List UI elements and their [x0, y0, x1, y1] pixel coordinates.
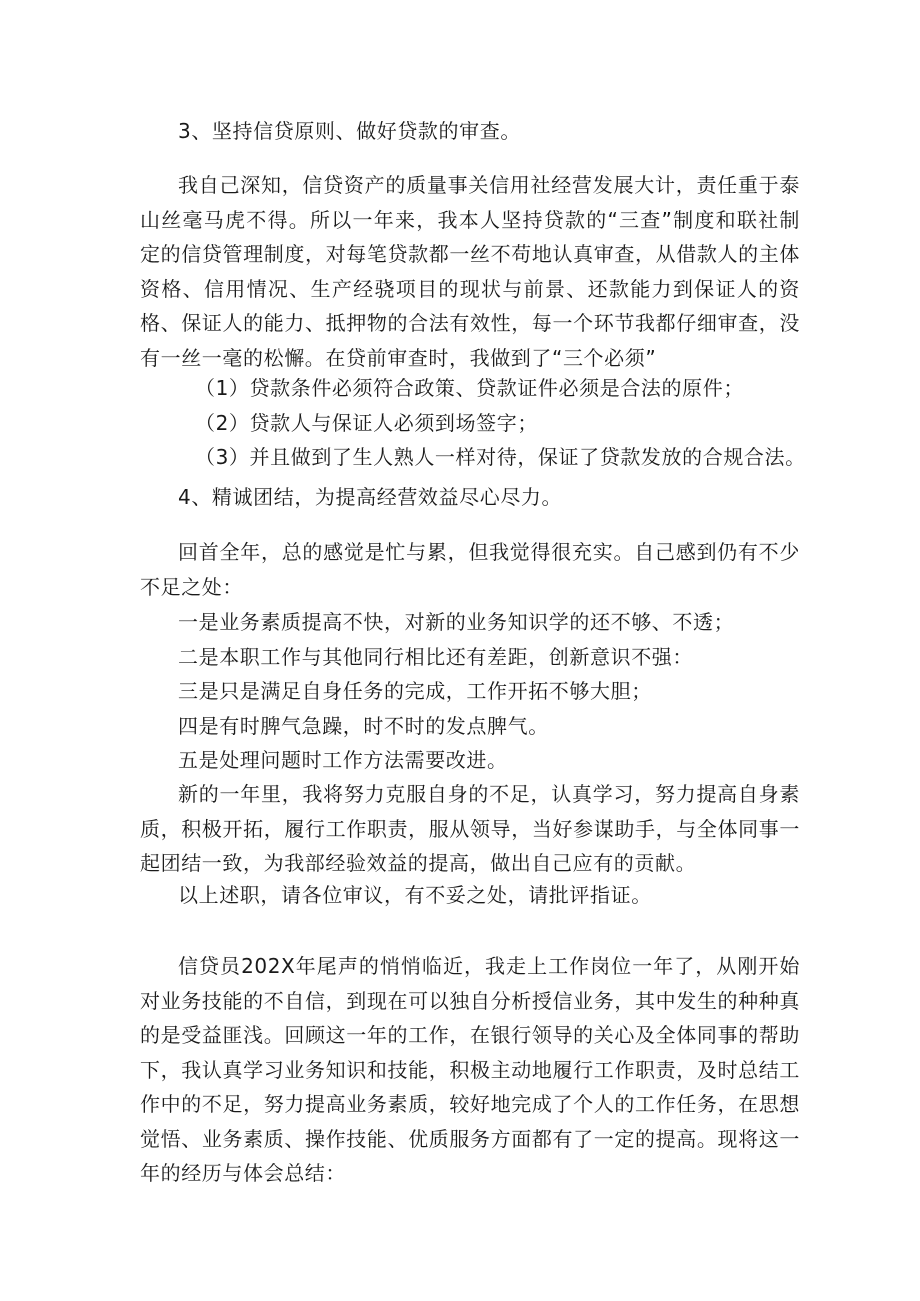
paragraph-new-year: 新的一年里，我将努力克服自身的不足，认真学习，努力提高自身素质，积极开拓，履行工作职责，服从领导，当好参谋助手，与全体同事一起团结一致，为我部经验效益的提高，做出自己应有的贡献。 — [140, 782, 800, 875]
heading-unity: 4、精诚团结，为提高经营效益尽心尽力。 — [178, 485, 563, 509]
list-item: 一是业务素质提高不快，对新的业务知识学的还不够、不透； — [178, 610, 735, 634]
paragraph-loan-review: 我自己深知，信贷资产的质量事关信用社经营发展大计，责任重于泰山丝毫马虎不得。所以一年来，我本人坚持贷款的“三查”制度和联社制定的信贷管理制度，对每笔贷款都一丝不苟地认真审查，从借款人的主体资格、信用情况、生产经骁项目的现状与前景、还款能力到保证人的资格、保证人的能力、抵押物的合法有效性，每一个环节我都仔细审查，没有一丝一毫的松懈。在贷前审查时，我做到了“三个必须” — [140, 173, 800, 370]
shortcomings-list — [178, 605, 734, 778]
list-item: 五是处理问题时工作方法需要改进。 — [178, 748, 508, 772]
list-item: 二是本职工作与其他同行相比还有差距，创新意识不强： — [178, 644, 693, 669]
paragraph-credit-officer-summary: 信贷员202X年尾声的悄悄临近，我走上工作岗位一年了，从刚开始对业务技能的不自信，到现在可以独自分析授信业务，其中发生的种种真的是受益匪浅。回顾这一年的工作，在银行领导的关心及全体同事的帮助下，我认真学习业务知识和技能，积极主动地履行工作职责，及时总结工作中的不足，努力提高业务素质，较好地完成了个人的工作任务，在思想觉悟、业务素质、操作技能、优质服务方面都有了一定的提高。现将这一年的经历与体会总结： — [140, 954, 800, 1185]
list-item: （3）并且做到了生人熟人一样对待，保证了贷款发放的合规合法。 — [195, 445, 806, 469]
list-item: （2）贷款人与保证人必须到场签字； — [195, 410, 538, 435]
closing-line: 以上述职，请各位审议，有不妥之处，请批评指证。 — [178, 883, 652, 907]
list-item: 三是只是满足自身任务的完成，工作开拓不够大胆； — [178, 679, 652, 703]
three-musts-list — [195, 371, 806, 475]
list-item: （1）贷款条件必须符合政策、贷款证件必须是合法的原件； — [195, 376, 744, 400]
paragraph-look-back: 回首全年，总的感觉是忙与累，但我觉得很充实。自己感到仍有不少不足之处： — [140, 540, 800, 599]
list-item: 四是有时脾气急躁，时不时的发点脾气。 — [178, 713, 549, 738]
heading-credit-principles: 3、坚持信贷原则、做好贷款的审查。 — [178, 119, 521, 143]
